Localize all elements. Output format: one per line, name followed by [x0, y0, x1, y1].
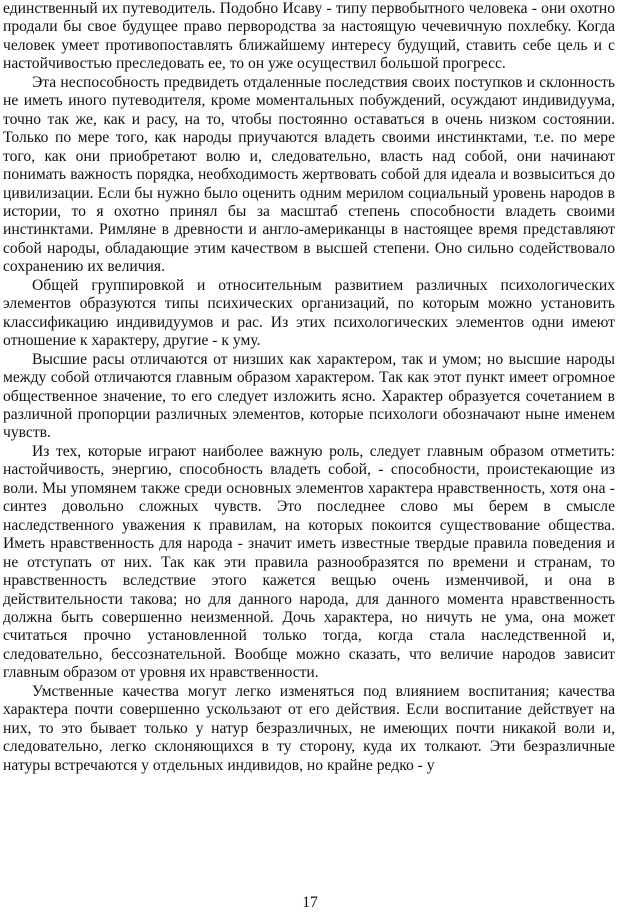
- page-number: 17: [302, 894, 318, 911]
- paragraph: единственный их путеводитель. Подобно Исаву - типу первобытного человека - они охотно продали бы свое будущее право первородства за настоящую чечевичную похлебку. Когда человек умеет противопоставлять ближайшему интересу будущий, ставить себе цель и с настойчивостью преследовать ее, то он уже осуществил большой прогресс.: [3, 0, 615, 73]
- paragraph: Из тех, которые играют наиболее важную роль, следует главным образом отметить: настойчивость, энергию, способность владеть собой, - способности, проистекающие из воли. Мы упомянем также среди основных элементов характера нравственность, хотя она - синтез довольно сложных чувств. Это последнее слово мы берем в смысле наследственного уважения к правилам, на которых покоится существование общества. Иметь нравственность для народа - значит иметь известные твердые правила поведения и не отступать от них. Так как эти правила разнообразятся по времени и странам, то нравственность вследствие этого кажется вещью очень изменчивой, и она в действительности такова; но для данного народа, для данного момента нравственность должна быть совершенно неизменной. Дочь характера, но ничуть не ума, она может считаться прочно установленной только тогда, когда стала наследственной и, следовательно, бессознательной. Вообще можно сказать, что величие народов зависит главным образом от уровня их нравственности.: [3, 442, 615, 682]
- paragraph: Высшие расы отличаются от низших как характером, так и умом; но высшие народы между собой отличаются главным образом характером. Так как этот пункт имеет огромное общественное значение, то его следует изложить ясно. Характер образуется сочетанием в различной пропорции различных элементов, которые психологи обозначают ныне именем чувств.: [3, 350, 615, 442]
- paragraph: Общей группировкой и относительным развитием различных психологических элементов образуются типы психических организаций, по которым можно установить классификацию индивидуумов и рас. Из этих психологических элементов одни имеют отношение к характеру, другие - к уму.: [3, 276, 615, 350]
- paragraph: Умственные качества могут легко изменяться под влиянием воспитания; качества характера почти совершенно ускользают от его действия. Если воспитание действует на них, то это бывает только у натур безразличных, не имеющих почти никакой воли и, следовательно, легко склоняющихся в ту сторону, куда их толкают. Эти безразличные натуры встречаются у отдельных индивидов, но крайне редко - у: [3, 682, 615, 774]
- paragraph: Эта неспособность предвидеть отдаленные последствия своих поступков и склонность не иметь иного путеводителя, кроме моментальных побуждений, осуждают индивидуума, точно так же, как и расу, на то, чтобы постоянно оставаться в очень низком состоянии. Только по мере того, как народы приучаются владеть своими инстинктами, т.е. по мере того, как они приобретают волю и, следовательно, власть над собой, они начинают понимать важность порядка, необходимость жертвовать собой для идеала и возвыситься до цивилизации. Если бы нужно было оценить одним мерилом социальный уровень народов в истории, то я охотно принял бы за масштаб степень способности владеть своими инстинктами. Римляне в древности и англо-американцы в настоящее время представляют собой народы, обладающие этим качеством в высшей степени. Оно сильно содействовало сохранению их величия.: [3, 73, 615, 276]
- body-text: [3, 0, 615, 775]
